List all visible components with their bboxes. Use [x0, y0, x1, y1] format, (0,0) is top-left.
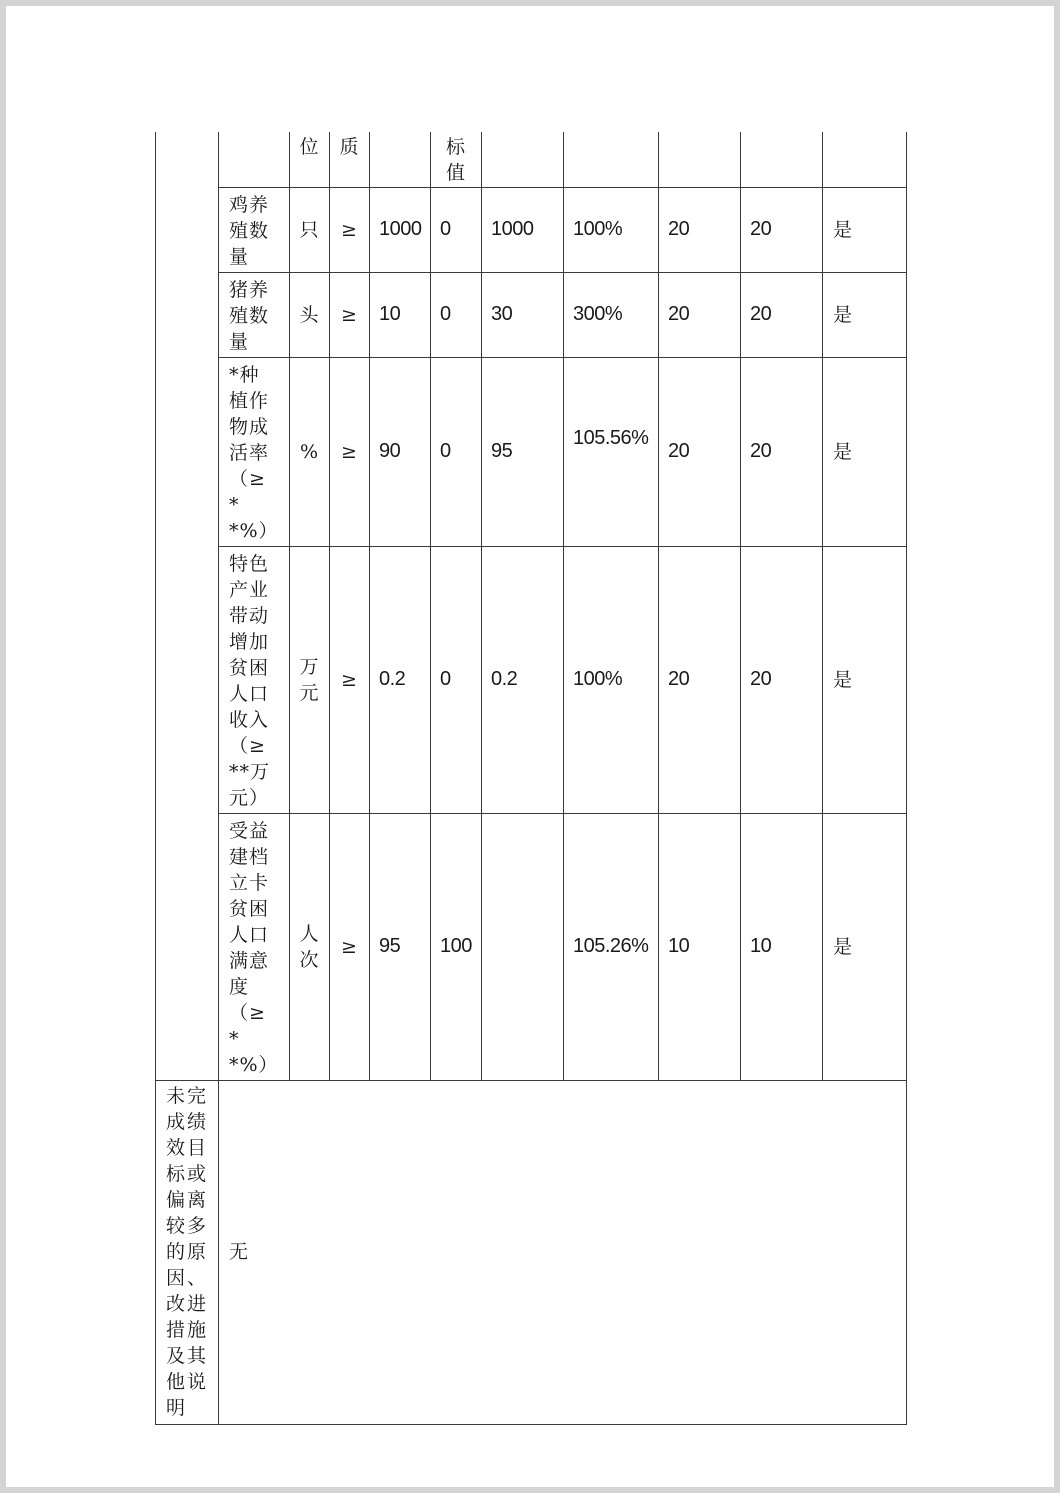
met-flag: 是 — [823, 272, 907, 357]
explanation-label: 未完成绩效目标或偏离较多的原因、改进措施及其他说明 — [156, 1080, 219, 1424]
header-nature: 质 — [330, 132, 370, 187]
actual-value: 95 — [482, 357, 564, 546]
header-empty-cell — [741, 132, 823, 187]
header-empty-cell — [659, 132, 741, 187]
indicator-name: 受益建档立卡贫困人口满意度（≥**%） — [219, 813, 290, 1080]
document-page — [6, 6, 1054, 1487]
indicator-unit — [290, 357, 330, 546]
header-target: 标值 — [445, 136, 466, 184]
header-name-cell — [219, 132, 290, 187]
indicator-symbol: ≥ — [330, 546, 370, 813]
actual-score: 20 — [741, 357, 823, 546]
annual-target: 10 — [370, 272, 431, 357]
completion-rate: 300% — [564, 272, 659, 357]
indicator-unit-text: 万元 — [299, 655, 320, 704]
indicator-symbol: ≥ — [330, 813, 370, 1080]
table-row — [156, 357, 907, 546]
indicator-name: 鸡养殖数量 — [219, 187, 290, 272]
baseline-value: 0 — [431, 272, 482, 357]
baseline-value: 0 — [431, 546, 482, 813]
completion-rate: 105.26% — [564, 813, 659, 1080]
met-flag: 是 — [823, 357, 907, 546]
weight-score: 20 — [659, 357, 741, 546]
actual-score: 20 — [741, 187, 823, 272]
actual-score: 10 — [741, 813, 823, 1080]
indicator-unit-text: 头 — [299, 303, 320, 326]
indicator-unit — [290, 272, 330, 357]
met-flag: 是 — [823, 546, 907, 813]
completion-rate: 100% — [564, 187, 659, 272]
indicator-unit — [290, 813, 330, 1080]
annual-target: 1000 — [370, 187, 431, 272]
completion-rate: 100% — [564, 546, 659, 813]
indicator-unit — [290, 546, 330, 813]
weight-score: 20 — [659, 187, 741, 272]
annual-target: 0.2 — [370, 546, 431, 813]
weight-score: 10 — [659, 813, 741, 1080]
indicator-unit — [290, 187, 330, 272]
header-empty-cell — [564, 132, 659, 187]
actual-value: 1000 — [482, 187, 564, 272]
met-flag: 是 — [823, 187, 907, 272]
indicator-symbol: ≥ — [330, 272, 370, 357]
performance-indicator-table — [155, 132, 907, 1425]
annual-target: 95 — [370, 813, 431, 1080]
indicator-name: *种植作物成活率（≥**%） — [219, 357, 290, 546]
indicator-symbol: ≥ — [330, 357, 370, 546]
indicator-name: 猪养殖数量 — [219, 272, 290, 357]
table-row — [156, 813, 907, 1080]
table-row — [156, 272, 907, 357]
weight-score: 20 — [659, 272, 741, 357]
header-empty-cell — [482, 132, 564, 187]
explanation-value: 无 — [219, 1080, 907, 1424]
header-empty-cell — [823, 132, 907, 187]
actual-value: 30 — [482, 272, 564, 357]
table-row — [156, 187, 907, 272]
met-flag: 是 — [823, 813, 907, 1080]
completion-rate-cell — [564, 357, 659, 546]
indicator-unit-text: 人次 — [299, 922, 320, 971]
indicator-unit-text: 只 — [299, 218, 320, 241]
table-row — [156, 546, 907, 813]
header-row — [156, 132, 907, 187]
weight-score: 20 — [659, 546, 741, 813]
header-unit: 位 — [290, 132, 330, 187]
actual-value: 0.2 — [482, 546, 564, 813]
explanation-row — [156, 1080, 907, 1424]
actual-score: 20 — [741, 272, 823, 357]
indicator-unit-text: % — [299, 440, 320, 463]
baseline-value: 0 — [431, 187, 482, 272]
baseline-value: 100 — [431, 813, 482, 1080]
completion-rate: 105.56% — [573, 427, 649, 449]
baseline-value: 0 — [431, 357, 482, 546]
actual-value — [482, 813, 564, 1080]
header-empty-cell — [370, 132, 431, 187]
header-target-cell — [431, 132, 482, 187]
annual-target: 90 — [370, 357, 431, 546]
indicator-name: 特色产业带动增加贫困人口收入（≥**万元） — [219, 546, 290, 813]
actual-score: 20 — [741, 546, 823, 813]
indicator-symbol: ≥ — [330, 187, 370, 272]
category-cell-continued — [156, 132, 219, 1080]
